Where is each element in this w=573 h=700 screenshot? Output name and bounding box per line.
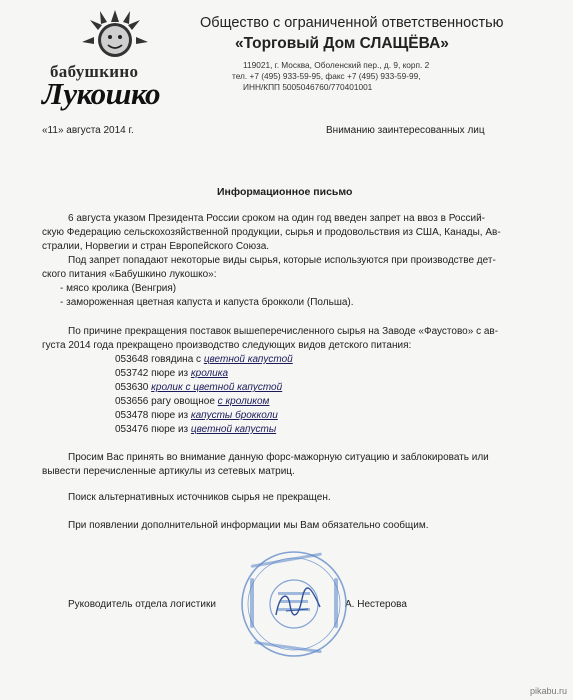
brand-logo: [28, 8, 178, 118]
letter-title: Информационное письмо: [217, 186, 353, 198]
para3-line: По причине прекращения поставок вышеперечисленного сырья на Заводе «Фаустово» с ав-: [68, 326, 499, 337]
product-item: 053476 пюре из цветной капусты: [115, 424, 277, 435]
para5: Поиск альтернативных источников сырья не прекращен.: [68, 492, 331, 503]
para1-line: стралии, Норвегии и стран Европейского Союза.: [42, 241, 270, 252]
addressee: Вниманию заинтересованных лиц: [326, 125, 485, 136]
signature-icon: [268, 585, 328, 625]
logo-line1: бабушкино: [50, 62, 139, 81]
product-item: 053648 говядина с цветной капустой: [115, 354, 293, 365]
product-item: 053656 рагу овощное с кроликом: [115, 396, 270, 407]
company-name: «Торговый Дом СЛАЩЁВА»: [235, 35, 449, 52]
logo-line2: Лукошко: [42, 76, 161, 111]
company-phone: тел. +7 (495) 933-59-95, факс +7 (495) 933-59-99,: [232, 71, 421, 81]
para2-line: ского питания «Бабушкино лукошко»:: [42, 269, 217, 280]
para4-line: Просим Вас принять во внимание данную форс-мажорную ситуацию и заблокировать или: [68, 452, 489, 463]
company-type: Общество с ограниченной ответственностью: [200, 15, 504, 31]
company-inn: ИНН/КПП 5005046760/770401001: [243, 82, 373, 92]
raw-material-item: - мясо кролика (Венгрия): [60, 283, 177, 294]
raw-material-item: - замороженная цветная капуста и капуста брокколи (Польша).: [60, 297, 354, 308]
para3-line: густа 2014 года прекращено производство следующих видов детского питания:: [42, 340, 412, 351]
letter-date: «11» августа 2014 г.: [42, 125, 134, 136]
para1-line: 6 августа указом Президента России сроком на один год введен запрет на ввоз в Россий-: [68, 213, 485, 224]
company-address: 119021, г. Москва, Оболенский пер., д. 9, корп. 2: [243, 60, 430, 70]
signer-name: А. Нестерова: [345, 599, 407, 610]
watermark: pikabu.ru: [529, 686, 567, 696]
product-item: 053742 пюре из кролика: [115, 368, 229, 379]
product-item: 053630 кролик с цветной капустой: [115, 382, 283, 393]
para1-line: скую Федерацию сельскохозяйственной продукции, сырья и продовольствия из США, Канады, Ав-: [42, 227, 501, 238]
para2-line: Под запрет попадают некоторые виды сырья, которые используются при производстве дет-: [68, 255, 496, 266]
para6: При появлении дополнительной информации мы Вам обязательно сообщим.: [68, 520, 429, 531]
signer-position: Руководитель отдела логистики: [68, 599, 216, 610]
para4-line: вывести перечисленные артикулы из сетевых матриц.: [42, 466, 295, 477]
product-item: 053478 пюре из капусты брокколи: [115, 410, 278, 421]
